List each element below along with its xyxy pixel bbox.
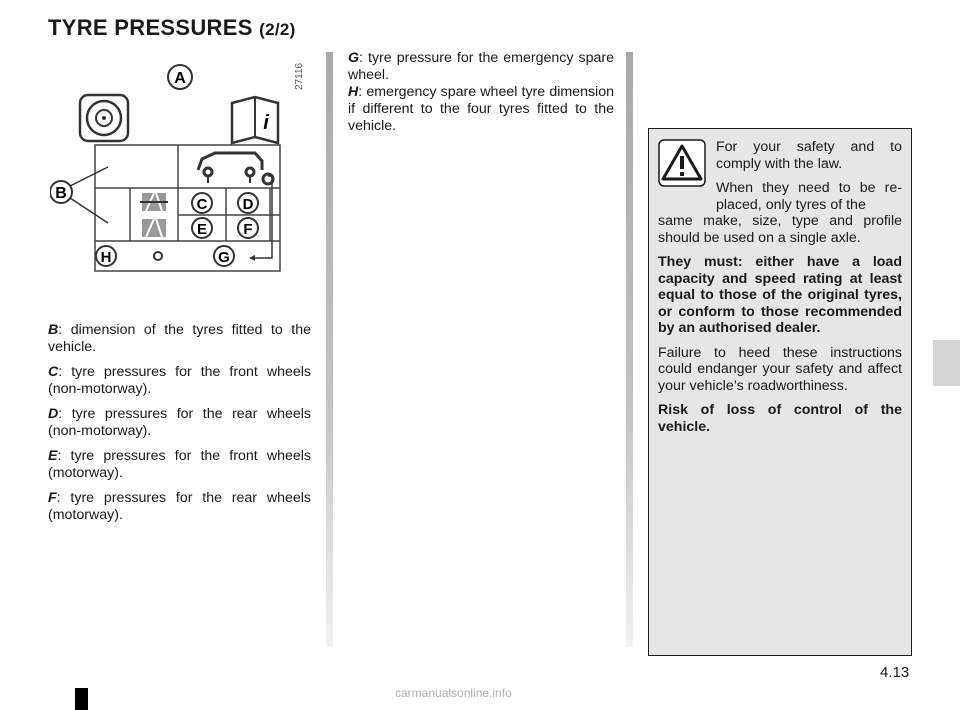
title-text: TYRE PRESSURES xyxy=(48,15,253,40)
definition-e: E: tyre pressures for the front wheels (motorway). xyxy=(48,448,311,481)
definition-d: D: tyre pressures for the rear wheels (non-motorway). xyxy=(48,406,311,439)
warning-p2a: When they need to be re-placed, only tyres of the xyxy=(716,180,902,213)
tyre-icon xyxy=(80,95,128,141)
definition-f: F: tyre pressures for the rear wheels (motorway). xyxy=(48,490,311,523)
registration-mark xyxy=(75,688,88,710)
definition-h: H: emergency spare wheel tyre dimension if different to the four tyres fitted to the vehicle. xyxy=(348,84,614,134)
section-tab xyxy=(933,340,960,386)
label-c: C xyxy=(196,196,208,213)
warning-p5: Risk of loss of control of the vehicle. xyxy=(658,402,902,435)
warning-box xyxy=(648,128,912,656)
label-b: B xyxy=(55,185,67,202)
label-f: F xyxy=(243,221,253,238)
spare-wheel-icon xyxy=(154,252,162,260)
warning-p1: For your safety and to comply with the law. xyxy=(716,139,902,172)
car-icon xyxy=(198,153,273,184)
column-divider-1 xyxy=(326,52,333,647)
left-text-column xyxy=(48,322,311,532)
definition-c: C: tyre pressures for the front wheels (non-motorway). xyxy=(48,364,311,397)
page-number: 4.13 xyxy=(880,664,910,681)
manual-book-icon xyxy=(232,97,278,143)
svg-text:i: i xyxy=(263,112,269,134)
diagram-code: 27116 xyxy=(294,62,305,90)
warning-p4: Failure to heed these instructions could endanger your safety and affect your vehicle’s roadworthiness. xyxy=(658,344,902,394)
road-icon xyxy=(140,193,168,211)
watermark: carmanualsonline.info xyxy=(395,686,512,700)
warning-p2b: same make, size, type and profile should be used on a single axle. xyxy=(658,213,902,246)
definition-g: G: tyre pressure for the emergency spare wheel. xyxy=(348,50,614,83)
warning-p3: They must: either have a load capacity and speed rating at least equal to those of the original tyres, or conform to those recommended by an authorised dealer. xyxy=(658,254,902,336)
page-title xyxy=(48,15,296,41)
label-d: D xyxy=(242,196,254,213)
column-divider-2 xyxy=(626,52,633,647)
label-h: H xyxy=(100,249,112,266)
middle-text-column xyxy=(348,50,614,135)
label-a: A xyxy=(174,70,186,87)
tyre-label-diagram xyxy=(50,55,315,285)
label-e: E xyxy=(196,221,208,238)
title-part: (2/2) xyxy=(259,20,296,39)
label-g: G xyxy=(218,249,230,266)
definition-b: B: dimension of the tyres fitted to the vehicle. xyxy=(48,322,311,355)
motorway-icon xyxy=(142,219,166,237)
